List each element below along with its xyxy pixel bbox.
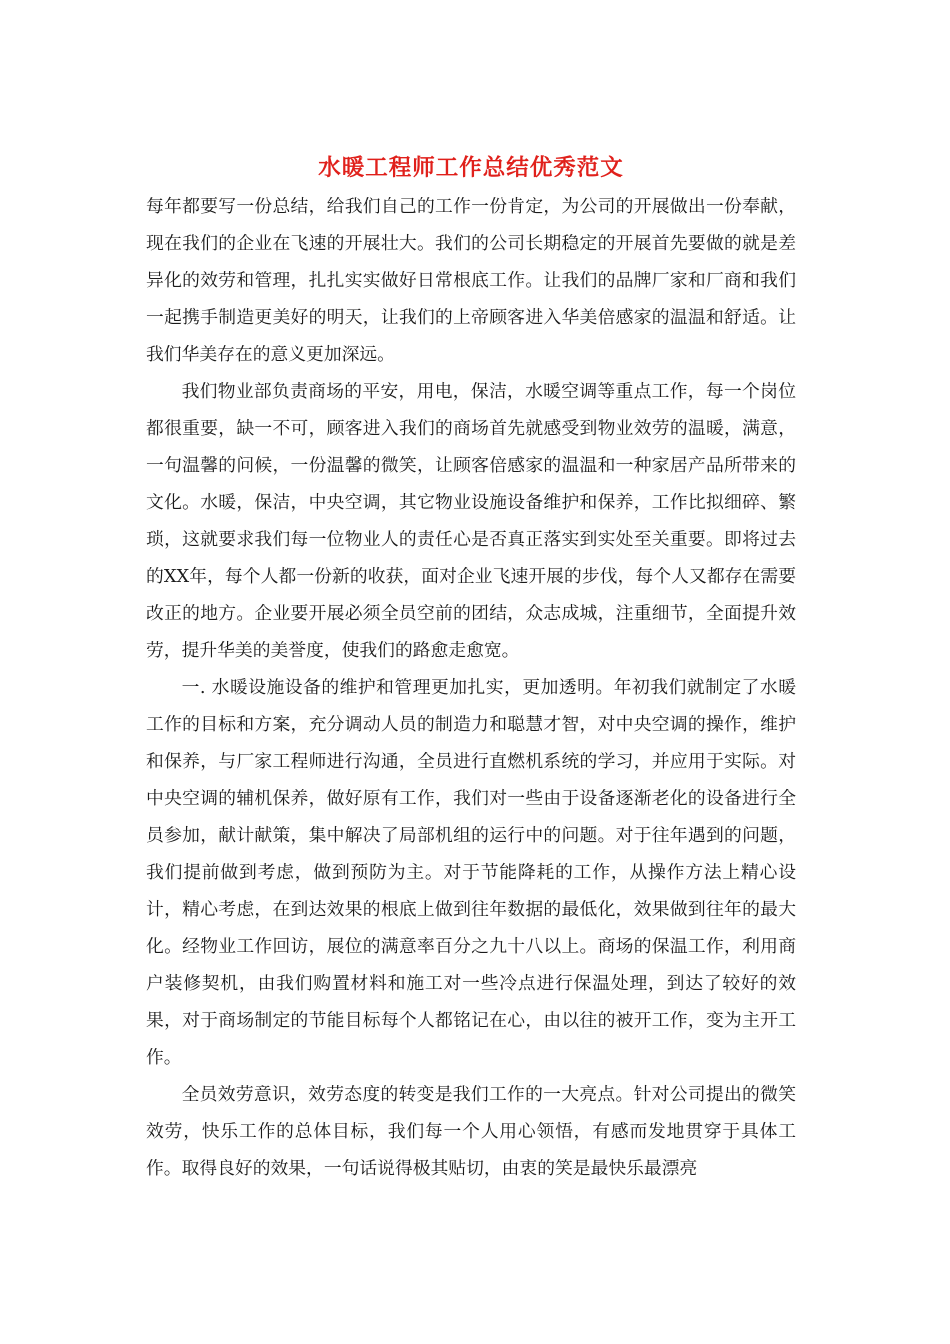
paragraph-hvac-maintenance: 一. 水暖设施设备的维护和管理更加扎实，更加透明。年初我们就制定了水暖工作的目标和方案，充分调动人员的制造力和聪慧才智，对中央空调的操作，维护和保养，与厂家工程师进行沟通，全员进行直燃机系统的学习，并应用于实际。对中央空调的辅机保养，做好原有工作，我们对一些由于设备逐渐老化的设备进行全员参加，献计献策，集中解决了局部机组的运行中的问题。对于往年遇到的问题，我们提前做到考虑，做到预防为主。对于节能降耗的工作，从操作方法上精心设计，精心考虑，在到达效果的根底上做到往年数据的最低化，效果做到往年的最大化。经物业工作回访，展位的满意率百分之九十八以上。商场的保温工作，利用商户装修契机，由我们购置材料和施工对一些冷点进行保温处理，到达了较好的效果，对于商场制定的节能目标每个人都铭记在心，由以往的被开工作，变为主开工作。 xyxy=(146,677,796,1068)
document-page xyxy=(146,148,796,1187)
paragraph-service-attitude: 全员效劳意识，效劳态度的转变是我们工作的一大亮点。针对公司提出的微笑效劳，快乐工作的总体目标，我们每一个人用心领悟，有感而发地贯穿于具体工作。取得良好的效果，一句话说得极其贴切，由衷的笑是最快乐最漂亮 xyxy=(146,1084,796,1179)
paragraph-intro: 每年都要写一份总结，给我们自己的工作一份肯定，为公司的开展做出一份奉献，现在我们的企业在飞速的开展壮大。我们的公司长期稳定的开展首先要做的就是差异化的效劳和管理，扎扎实实做好日常根底工作。让我们的品牌厂家和厂商和我们一起携手制造更美好的明天，让我们的上帝顾客进入华美倍感家的温温和舒适。让我们华美存在的意义更加深远。 xyxy=(146,196,796,365)
document-title: 水暖工程师工作总结优秀范文 xyxy=(318,155,624,181)
paragraph-property-duties: 我们物业部负责商场的平安，用电，保洁，水暖空调等重点工作，每一个岗位都很重要，缺一不可，顾客进入我们的商场首先就感受到物业效劳的温暖，满意，一句温馨的问候，一份温馨的微笑，让顾客倍感家的温温和一种家居产品所带来的文化。水暖，保洁，中央空调，其它物业设施设备维护和保养，工作比拟细碎、繁琐，这就要求我们每一位物业人的责任心是否真正落实到实处至关重要。即将过去的XX年，每个人都一份新的收获，面对企业飞速开展的步伐，每个人又都存在需要改正的地方。企业要开展必须全员空前的团结，众志成城，注重细节，全面提升效劳，提升华美的美誉度，使我们的路愈走愈宽。 xyxy=(146,381,796,661)
